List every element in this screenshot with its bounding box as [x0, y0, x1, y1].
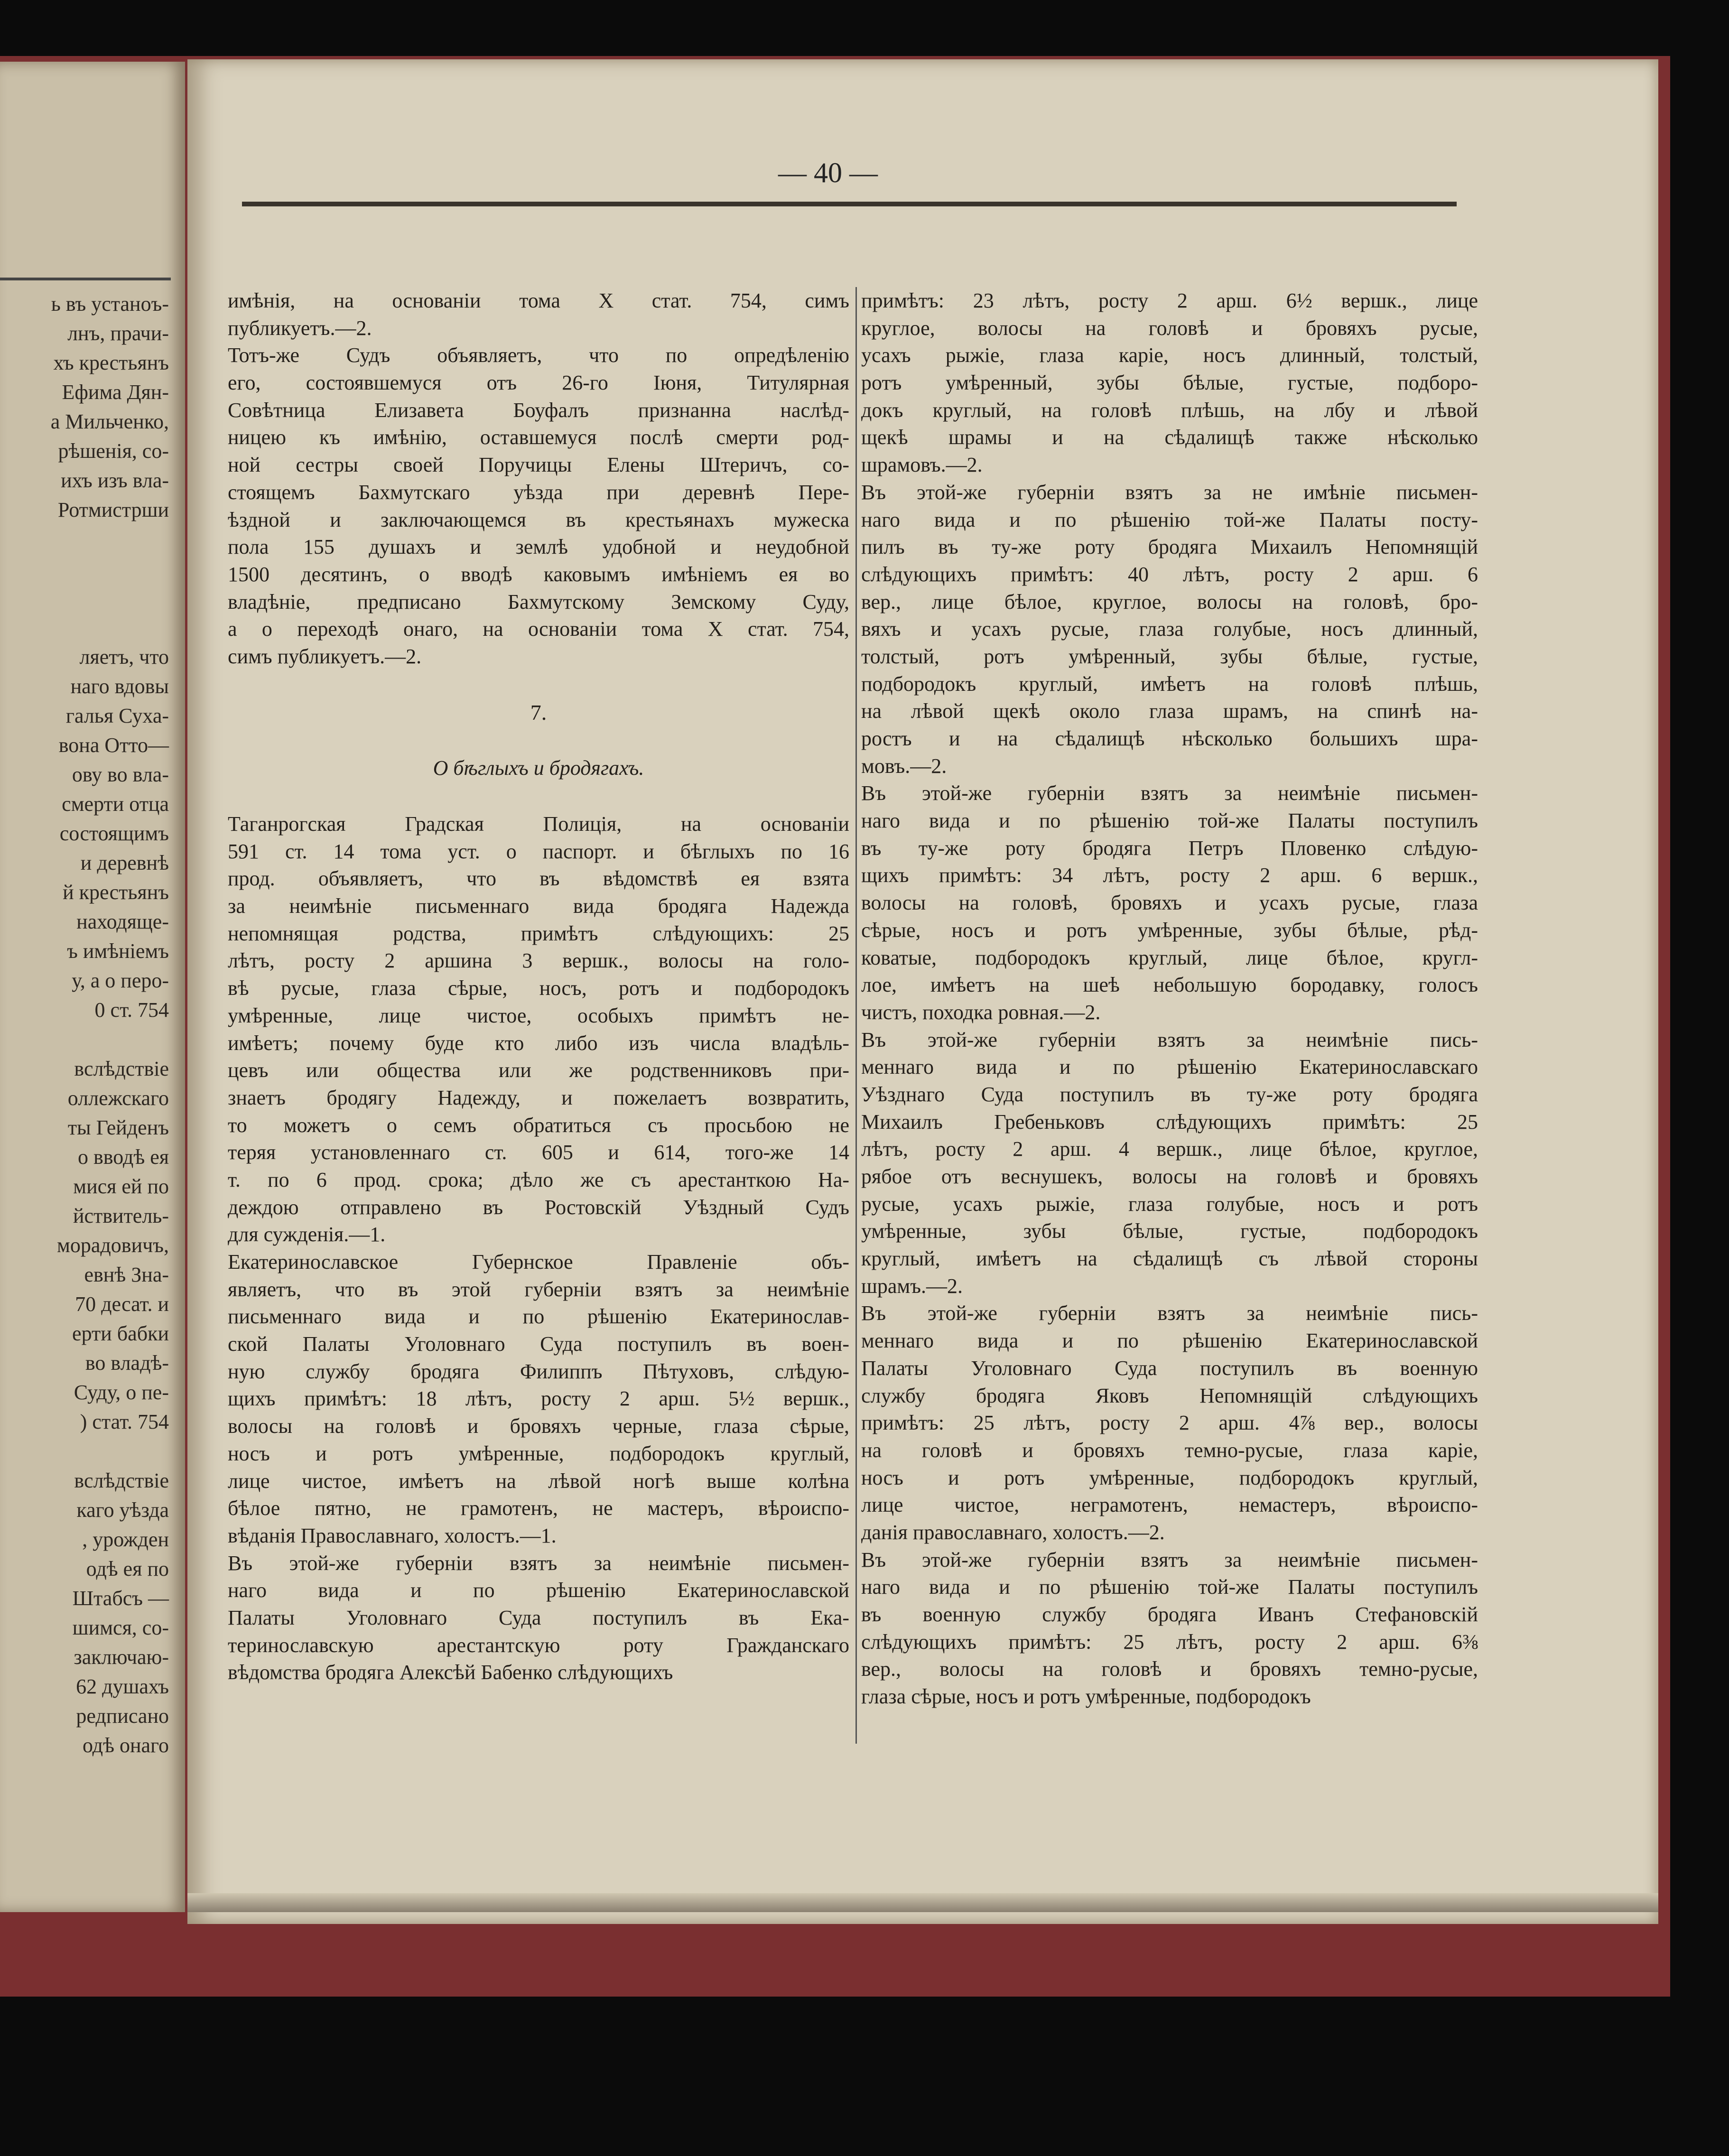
- left-page-fragment: Ротмистрши: [57, 498, 169, 521]
- text-line: подбородокъ круглый, имѣетъ на головѣ плѣшь,: [861, 672, 1478, 696]
- text-line: ской Палаты Уголовнаго Суда поступилъ въ воен-: [228, 1332, 849, 1356]
- left-page-fragment: вона Отто—: [58, 734, 169, 757]
- text-line: прод. объявляетъ, что въ вѣдомствѣ ея взята: [228, 867, 849, 891]
- paragraph-ivan-stefanovskii: [861, 1546, 1478, 1710]
- paragraph-mikhail-grebenkov: [861, 1026, 1478, 1300]
- text-line: умѣренные, лице чистое, особыхъ примѣтъ не-: [228, 1004, 849, 1027]
- left-page-fragment: [0, 1025, 169, 1054]
- text-line: пилъ въ ту-же роту бродяга Михаилъ Непомнящій: [861, 535, 1478, 559]
- left-page-fragment: вслѣдствіе: [74, 1469, 169, 1492]
- text-line: наго вида и по рѣшенію той-же Палаты посту-: [861, 508, 1478, 531]
- text-line: Въ этой-же губерніи взятъ за неимѣніе письмен-: [861, 1548, 1478, 1571]
- left-facing-page: [0, 62, 185, 1912]
- text-line: Екатеринославское Губернское Правленіе объ-: [228, 1250, 849, 1273]
- text-line: цевъ или общества или же родственниковъ при-: [228, 1059, 849, 1082]
- text-line: симъ публикуетъ.—2.: [228, 644, 422, 668]
- text-line: для сужденія.—1.: [228, 1223, 386, 1246]
- left-page-fragment: ъ имѣніемъ: [67, 939, 169, 963]
- text-line: докъ круглый, на головѣ плѣшь, на лбу и лѣвой: [861, 398, 1478, 422]
- paragraph-continuation: [228, 287, 849, 342]
- left-page-fragment: 62 душахъ: [76, 1675, 169, 1698]
- left-page-fragment: вслѣдствіе: [74, 1057, 169, 1080]
- left-page-fragment: , урожден: [82, 1528, 169, 1551]
- text-line: русые, усахъ рыжіе, глаза голубые, носъ и ротъ: [861, 1192, 1478, 1216]
- text-line: въ ту-же роту бродяга Петръ Пловенко слѣдую-: [861, 836, 1478, 860]
- text-line: бѣлое пятно, не грамотенъ, не мастеръ, вѣроиспо-: [228, 1496, 849, 1520]
- left-page-fragment: хъ крестьянъ: [53, 351, 169, 374]
- text-line: шрамъ.—2.: [861, 1274, 963, 1298]
- right-column: [861, 287, 1478, 1710]
- text-line: лице чистое, неграмотенъ, немастеръ, вѣроиспо-: [861, 1493, 1478, 1517]
- left-page-fragment: одѣ ея по: [86, 1557, 169, 1580]
- text-line: волосы на головѣ, бровяхъ и усахъ русые, глаза: [861, 891, 1478, 915]
- text-line: усахъ рыжіе, глаза каріе, носъ длинный, толстый,: [861, 344, 1478, 367]
- text-line: ѣздной и заключающемся въ крестьянахъ мужеска: [228, 508, 849, 531]
- text-line: данія православнаго, холостъ.—2.: [861, 1520, 1165, 1544]
- text-line: вяхъ и усахъ русые, глаза голубые, носъ длинный,: [861, 617, 1478, 641]
- text-line: его, состоявшемуся отъ 26-го Іюня, Титулярная: [228, 371, 849, 395]
- page-bottom-edge: [187, 1893, 1658, 1912]
- left-page-fragment: ихъ изъ вла-: [61, 469, 169, 492]
- left-page-fragment: 0 ст. 754: [94, 998, 169, 1022]
- text-line: шрамовъ.—2.: [861, 453, 983, 477]
- paragraph-continuation-right: [861, 287, 1478, 479]
- text-line: носъ и ротъ умѣренные, подбородокъ круглый,: [861, 1466, 1478, 1489]
- text-line: носъ и ротъ умѣренные, подбородокъ круглый,: [228, 1441, 849, 1465]
- paragraph-ekaterinoslav-filipp: [228, 1248, 849, 1550]
- left-page-fragment: ты Гейденъ: [67, 1116, 169, 1139]
- left-page-fragment: шимся, со-: [72, 1616, 169, 1639]
- text-line: знаетъ бродягу Надежду, и пожелаетъ возвратить,: [228, 1086, 849, 1109]
- text-line: въ военную службу бродяга Иванъ Стефановскій: [861, 1603, 1478, 1626]
- text-line: примѣтъ: 25 лѣтъ, росту 2 арш. 4⅞ вер., волосы: [861, 1411, 1478, 1435]
- text-line: слѣдующихъ примѣтъ: 40 лѣтъ, росту 2 арш. 6: [861, 562, 1478, 586]
- left-page-fragment: каго уѣзда: [76, 1498, 169, 1522]
- left-page-fragment: галья Суха-: [65, 704, 169, 727]
- text-line: ростъ и на сѣдалищѣ нѣсколько большихъ шра-: [861, 727, 1478, 750]
- text-line: наго вида и по рѣшенію Екатеринославской: [228, 1579, 849, 1602]
- left-page-fragment: смерти отца: [62, 792, 169, 816]
- text-line: круглое, волосы на головѣ и бровяхъ русые,: [861, 316, 1478, 340]
- text-line: коватые, подбородокъ круглый, лице бѣлое, кругл-: [861, 946, 1478, 969]
- text-line: лое, имѣетъ на шеѣ небольшую бородавку, голосъ: [861, 973, 1478, 997]
- text-line: Таганрогская Градская Полиція, на основаніи: [228, 812, 849, 836]
- text-line: публикуетъ.—2.: [228, 316, 372, 340]
- text-line: стоящемъ Бахмутскаго уѣзда при деревнѣ Пере-: [228, 480, 849, 504]
- text-line: вер., волосы на головѣ и бровяхъ темно-русые,: [861, 1657, 1478, 1681]
- text-line: ную службу бродяга Филиппъ Пѣтуховъ, слѣдую-: [228, 1359, 849, 1383]
- text-line: Въ этой-же губерніи взятъ за неимѣніе письмен-: [228, 1551, 849, 1575]
- text-line: то можетъ о семъ обратиться съ просьбою не: [228, 1113, 849, 1137]
- left-page-fragment: мися ей по: [73, 1175, 169, 1198]
- section-number: 7.: [530, 700, 547, 725]
- left-page-fragment: [0, 584, 169, 613]
- left-page-fragment: у, а о перо-: [72, 969, 169, 992]
- paragraph-ekaterinoslav-aleksei: [228, 1550, 849, 1686]
- text-line: являетъ, что въ этой губерніи взятъ за неимѣніе: [228, 1277, 849, 1301]
- text-line: имѣнія, на основаніи тома X стат. 754, симъ: [228, 289, 849, 312]
- text-line: 1500 десятинъ, о вводѣ каковымъ имѣніемъ ея во: [228, 562, 849, 586]
- paragraph-inheritance-notice: [228, 342, 849, 670]
- left-page-fragment: йствитель-: [73, 1204, 169, 1227]
- text-line: Въ этой-же губерніи взятъ за не имѣніе письмен-: [861, 480, 1478, 504]
- text-line: наго вида и по рѣшенію той-же Палаты поступилъ: [861, 809, 1478, 833]
- left-page-fragment: ь въ устаноъ-: [51, 292, 169, 316]
- text-line: письменнаго вида и по рѣшенію Екатеринослав-: [228, 1305, 849, 1329]
- left-page-fragment: морадовичъ,: [57, 1234, 169, 1257]
- left-page-fragment: редписано: [76, 1704, 169, 1728]
- text-line: примѣтъ: 23 лѣтъ, росту 2 арш. 6½ вершк., лице: [861, 289, 1478, 312]
- left-page-text-fragments: [0, 289, 185, 1760]
- left-page-rule: [0, 278, 171, 280]
- left-page-fragment: ляетъ, что: [79, 645, 169, 669]
- left-page-fragment: рѣшенія, со-: [58, 439, 169, 463]
- left-page-fragment: [0, 613, 169, 642]
- text-line: волосы на головѣ и бровяхъ черные, глаза сѣрые,: [228, 1414, 849, 1438]
- text-line: вѣдомства бродяга Алексѣй Бабенко слѣдующихъ: [228, 1661, 673, 1684]
- page-number: — 40 —: [778, 157, 878, 188]
- text-line: меннаго вида и по рѣшенію Екатеринославской: [861, 1329, 1478, 1353]
- paragraph-iakov-nepomniashchii: [861, 1300, 1478, 1546]
- text-line: умѣренные, зубы бѣлые, густые, подбородокъ: [861, 1219, 1478, 1243]
- text-line: Тотъ-же Судъ объявляетъ, что по опредѣленію: [228, 344, 849, 367]
- text-line: сѣрые, носъ и ротъ умѣренные, зубы бѣлые, рѣд-: [861, 918, 1478, 942]
- text-line: лѣтъ, росту 2 аршина 3 вершк., волосы на голо-: [228, 949, 849, 973]
- column-divider: [855, 287, 857, 1744]
- section-title: О бѣглыхъ и бродягахъ.: [433, 756, 644, 780]
- text-line: вѣданія Православнаго, холостъ.—1.: [228, 1524, 557, 1547]
- left-page-fragment: и деревнѣ: [80, 851, 169, 874]
- text-line: ной сестры своей Поручицы Елены Штеричъ, со-: [228, 453, 849, 477]
- paragraph-mikhail-nepomniashchii: [861, 479, 1478, 780]
- left-page-fragment: состоящимъ: [59, 822, 169, 845]
- left-page-fragment: ) стат. 754: [80, 1410, 169, 1433]
- text-line: вѣ русые, глаза сѣрые, носъ, ротъ и подбородокъ: [228, 976, 849, 1000]
- text-line: рябое отъ веснушекъ, волосы на головѣ и бровяхъ: [861, 1165, 1478, 1188]
- left-page-fragment: а Мильченко,: [50, 410, 169, 433]
- left-column: [228, 287, 849, 1686]
- text-line: т. по 6 прод. срока; дѣло же съ арестанткою На-: [228, 1168, 849, 1191]
- text-line: службу бродяга Яковъ Непомнящій слѣдующихъ: [861, 1384, 1478, 1407]
- paragraph-petr-plovenko: [861, 780, 1478, 1026]
- text-line: щихъ примѣтъ: 18 лѣтъ, росту 2 арш. 5½ вершк.,: [228, 1387, 849, 1411]
- left-page-fragment: й крестьянъ: [63, 881, 169, 904]
- text-line: толстый, ротъ умѣренный, зубы бѣлые, густые,: [861, 644, 1478, 668]
- text-line: теряя установленнаго ст. 605 и 614, того-же 14: [228, 1141, 849, 1164]
- paragraph-taganrog-police: [228, 810, 849, 1248]
- left-page-fragment: лнъ, прачи-: [67, 322, 169, 345]
- text-line: Въ этой-же губерніи взятъ за неимѣніе пись-: [861, 1028, 1478, 1051]
- text-line: владѣніе, предписано Бахмутскому Земскому Суду,: [228, 590, 849, 613]
- text-line: вер., лице бѣлое, круглое, волосы на головѣ, бро-: [861, 590, 1478, 613]
- text-line: Въ этой-же губерніи взятъ за неимѣніе пись-: [861, 1301, 1478, 1325]
- left-page-fragment: оллежскаго: [67, 1087, 169, 1110]
- text-line: Совѣтница Елизавета Боуфалъ признанна наслѣд-: [228, 398, 849, 422]
- left-page-fragment: ерти бабки: [72, 1322, 169, 1345]
- text-line: Уѣзднаго Суда поступилъ въ ту-же роту бродяга: [861, 1082, 1478, 1106]
- text-line: пола 155 душахъ и землѣ удобной и неудобной: [228, 535, 849, 559]
- left-page-fragment: 70 десат. и: [75, 1292, 169, 1316]
- text-line: слѣдующихъ примѣтъ: 25 лѣтъ, росту 2 арш. 6⅜: [861, 1630, 1478, 1654]
- left-page-fragment: о вводѣ ея: [77, 1145, 169, 1169]
- text-line: теринославскую арестантскую роту Гражданскаго: [228, 1633, 849, 1657]
- left-page-fragment: заключаю-: [74, 1645, 169, 1669]
- left-page-fragment: одѣ онаго: [82, 1734, 169, 1757]
- text-line: щихъ примѣтъ: 34 лѣтъ, росту 2 арш. 6 вершк.,: [861, 864, 1478, 887]
- text-line: ницею къ имѣнію, оставшемуся послѣ смерти род-: [228, 426, 849, 449]
- text-line: на головѣ и бровяхъ темно-русые, глаза каріе,: [861, 1438, 1478, 1462]
- text-line: чистъ, походка ровная.—2.: [861, 1000, 1101, 1024]
- left-page-fragment: находяще-: [76, 910, 169, 933]
- left-page-fragment: [0, 1437, 169, 1466]
- left-page-fragment: [0, 525, 169, 554]
- left-page-fragment: [0, 554, 169, 584]
- text-line: за неимѣніе письменнаго вида бродяга Надежда: [228, 894, 849, 918]
- left-page-fragment: наго вдовы: [70, 675, 169, 698]
- text-line: непомнящая родства, примѣтъ слѣдующихъ: 25: [228, 921, 849, 945]
- left-page-fragment: во владѣ-: [85, 1351, 169, 1375]
- text-line: лице чистое, имѣетъ на лѣвой ногѣ выше колѣна: [228, 1469, 849, 1493]
- text-line: Михаилъ Гребеньковъ слѣдующихъ примѣтъ: 25: [861, 1110, 1478, 1134]
- text-line: деждою отправлено въ Ростовскій Уѣздный Судъ: [228, 1195, 849, 1219]
- text-line: меннаго вида и по рѣшенію Екатеринославскаго: [861, 1055, 1478, 1079]
- text-line: мовъ.—2.: [861, 754, 947, 778]
- text-line: а о переходѣ онаго, на основаніи тома X стат. 754,: [228, 617, 849, 641]
- text-line: Въ этой-же губерніи взятъ за неимѣніе письмен-: [861, 781, 1478, 805]
- text-line: глаза сѣрые, носъ и ротъ умѣренные, подбородокъ: [861, 1685, 1311, 1709]
- text-line: Палаты Уголовнаго Суда поступилъ въ военную: [861, 1356, 1478, 1380]
- left-page-fragment: ову во вла-: [72, 763, 169, 786]
- left-page-fragment: Ефима Дян-: [62, 381, 169, 404]
- text-line: ротъ умѣренный, зубы бѣлые, густые, подборо-: [861, 371, 1478, 395]
- text-line: наго вида и по рѣшенію той-же Палаты поступилъ: [861, 1575, 1478, 1599]
- text-line: круглый, имѣетъ на сѣдалищѣ съ лѣвой стороны: [861, 1247, 1478, 1271]
- text-line: Палаты Уголовнаго Суда поступилъ въ Ека-: [228, 1606, 849, 1629]
- text-line: имѣетъ; почему буде кто либо изъ числа владѣль-: [228, 1031, 849, 1055]
- text-line: лѣтъ, росту 2 арш. 4 вершк., лице бѣлое, круглое,: [861, 1137, 1478, 1161]
- header-rule: [242, 202, 1457, 206]
- text-line: щекѣ шрамы и на сѣдалищѣ также нѣсколько: [861, 426, 1478, 449]
- left-page-fragment: евнѣ Зна-: [84, 1263, 169, 1286]
- text-line: 591 ст. 14 тома уст. о паспорт. и бѣглыхъ по 16: [228, 839, 849, 863]
- left-page-fragment: Штабсъ —: [72, 1587, 169, 1610]
- left-page-fragment: Суду, о пе-: [74, 1381, 169, 1404]
- text-line: на лѣвой щекѣ около глаза шрамъ, на спинѣ на-: [861, 699, 1478, 723]
